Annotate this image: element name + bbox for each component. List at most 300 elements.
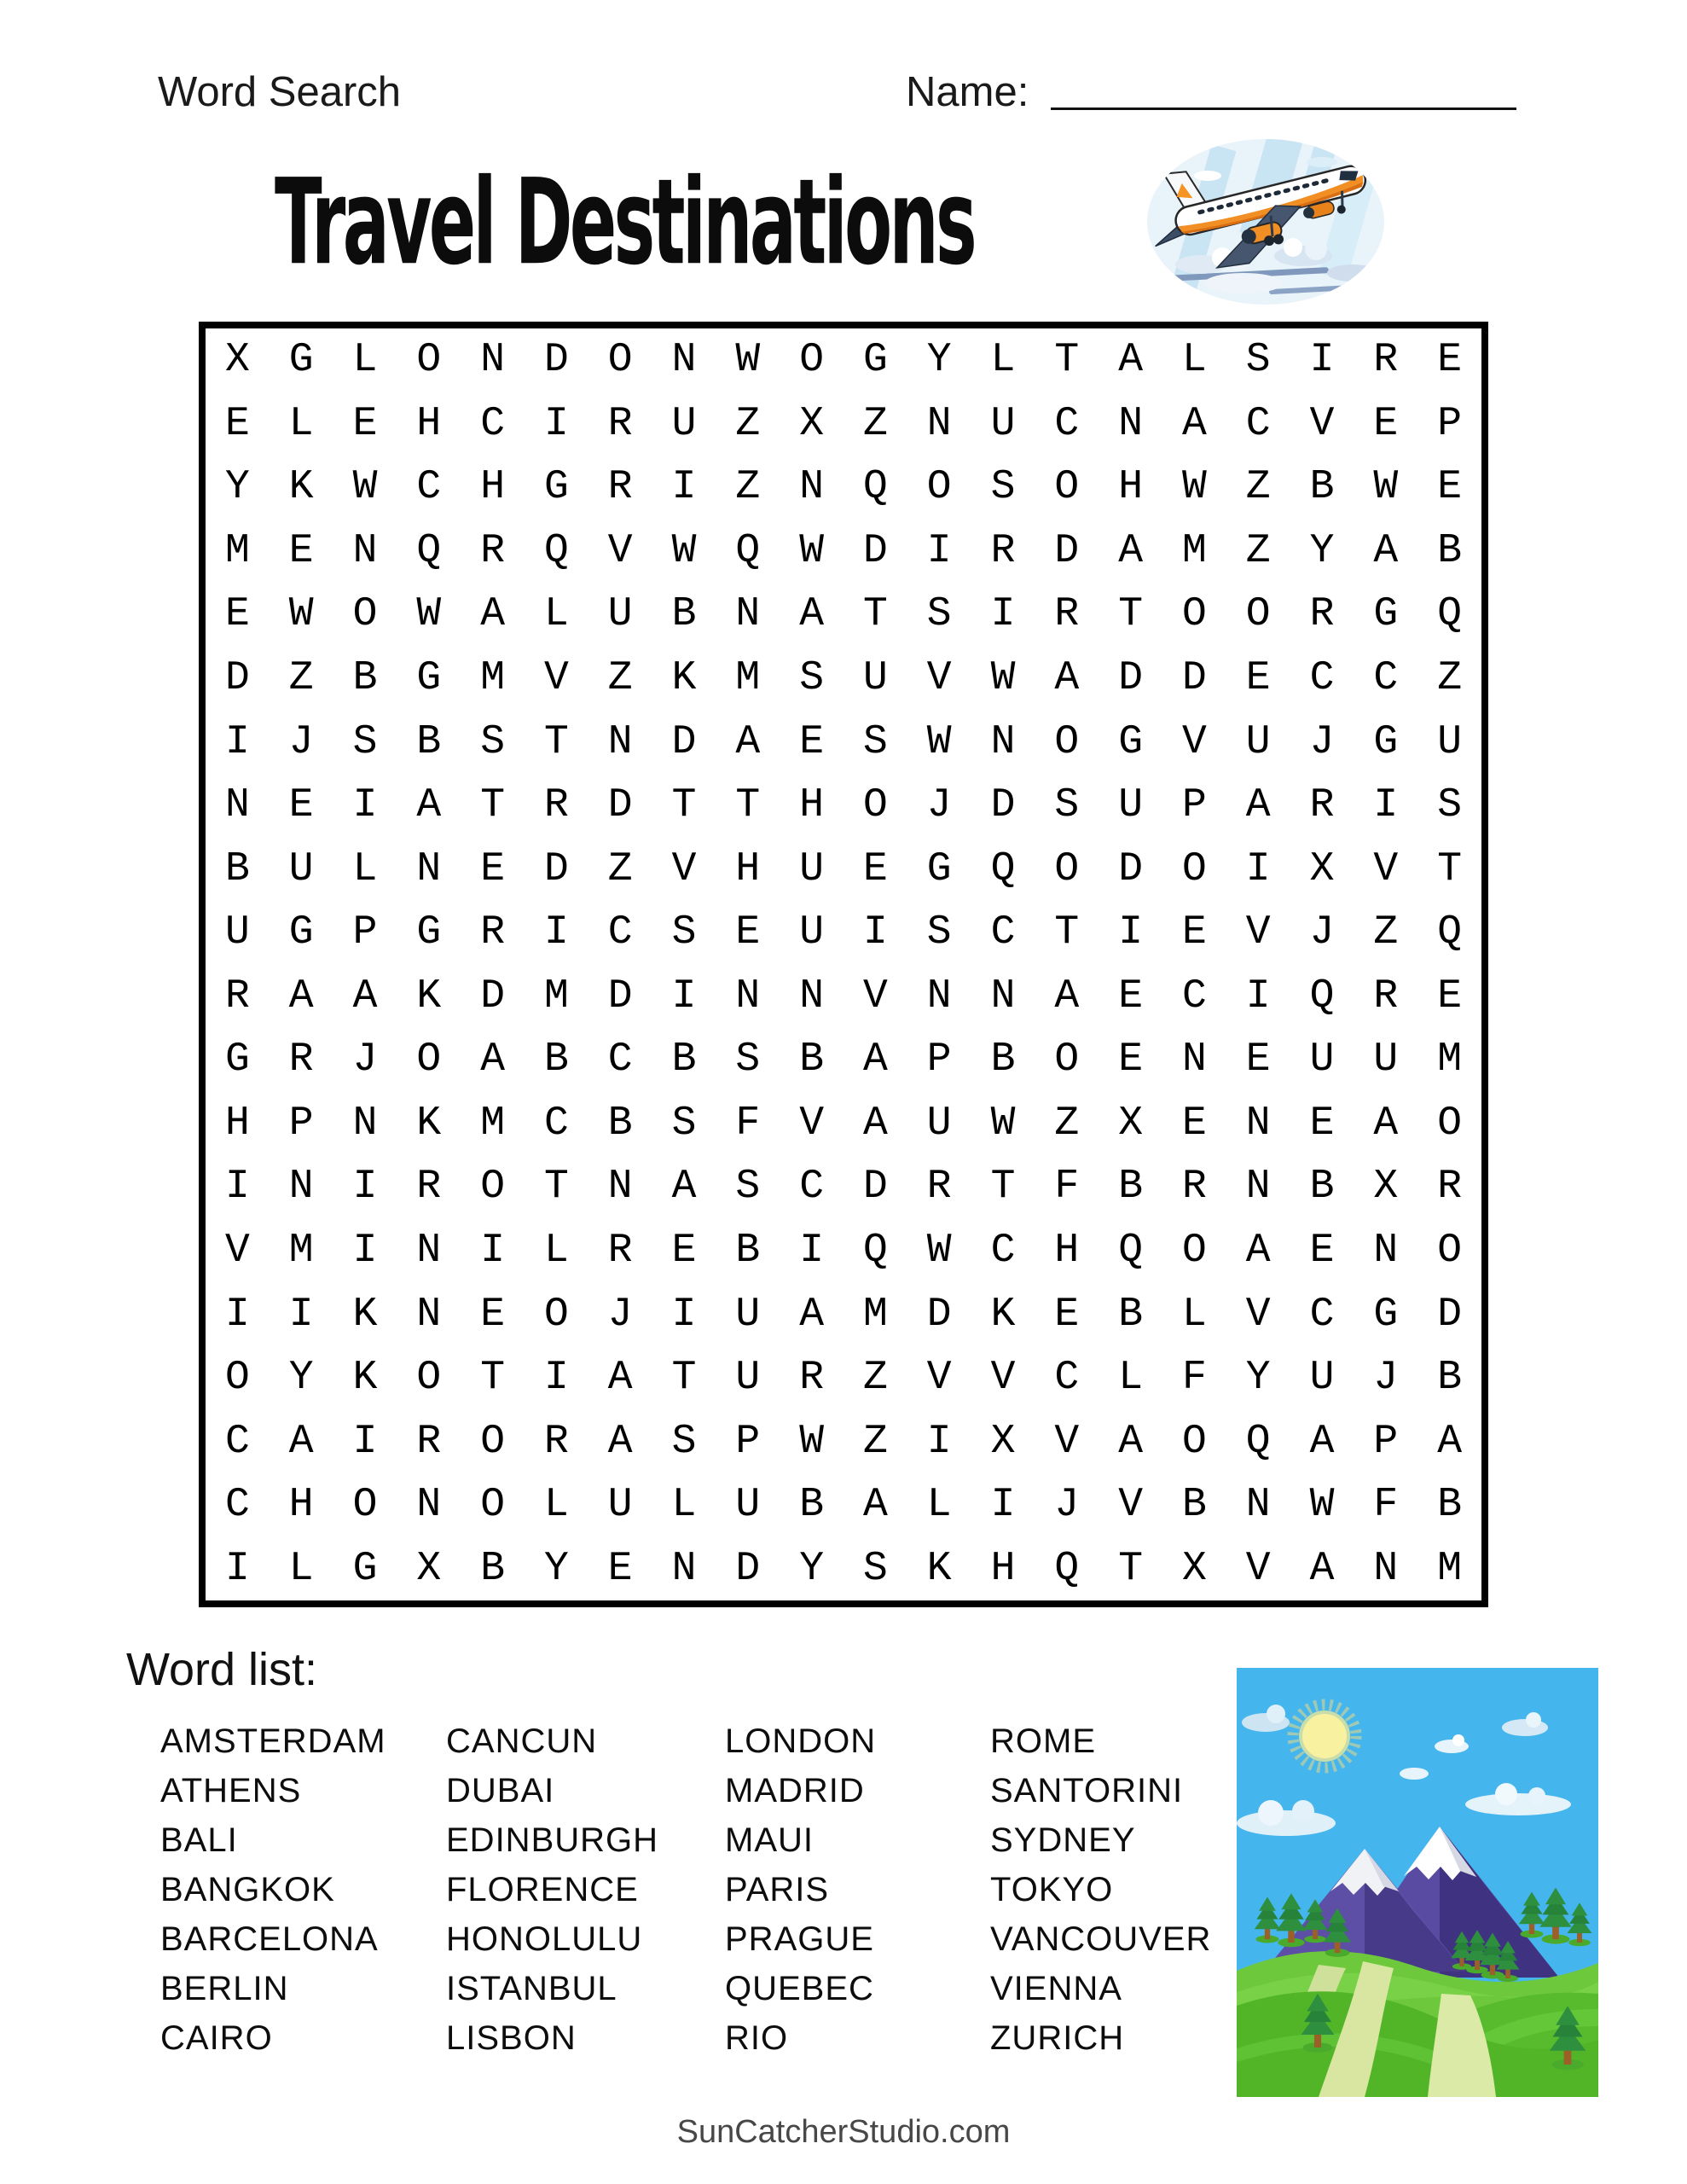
grid-cell-r10-c16: E xyxy=(1181,909,1207,956)
grid-cell-r3-c12: O xyxy=(926,464,952,511)
grid-cell-r6-c11: U xyxy=(862,655,888,702)
grid-cell-r2-c14: C xyxy=(1054,400,1080,447)
grid-cell-r10-c20: Q xyxy=(1437,909,1462,956)
grid-cell-r18-c9: P xyxy=(735,1418,761,1465)
grid-cell-r14-c20: R xyxy=(1437,1164,1462,1211)
grid-cell-r7-c5: S xyxy=(480,718,505,765)
word-list-label: Word list: xyxy=(126,1644,318,1695)
grid-cell-r11-c17: I xyxy=(1245,973,1271,1019)
grid-cell-r13-c15: X xyxy=(1118,1100,1143,1147)
grid-cell-r12-c6: B xyxy=(543,1037,569,1083)
grid-cell-r18-c19: P xyxy=(1373,1418,1399,1465)
grid-cell-r11-c20: E xyxy=(1437,973,1462,1019)
grid-cell-r7-c19: G xyxy=(1373,718,1399,765)
grid-cell-r3-c4: C xyxy=(416,464,442,511)
grid-cell-r19-c17: N xyxy=(1245,1482,1271,1529)
grid-cell-r17-c6: I xyxy=(543,1355,569,1402)
grid-cell-r19-c15: V xyxy=(1118,1482,1143,1529)
grid-cell-r7-c1: I xyxy=(224,718,250,765)
grid-cell-r2-c10: X xyxy=(799,400,824,447)
grid-cell-r9-c19: V xyxy=(1373,845,1399,892)
grid-cell-r20-c20: M xyxy=(1437,1545,1462,1592)
grid-cell-r1-c7: O xyxy=(607,337,633,384)
word-list-column-1 xyxy=(160,1716,386,2063)
grid-cell-r1-c11: G xyxy=(862,337,888,384)
grid-cell-r20-c11: S xyxy=(862,1545,888,1592)
grid-cell-r3-c14: O xyxy=(1054,464,1080,511)
grid-cell-r1-c20: E xyxy=(1437,337,1462,384)
grid-cell-r13-c13: W xyxy=(990,1100,1016,1147)
airplane-illustration xyxy=(1141,128,1390,309)
grid-cell-r7-c4: B xyxy=(416,718,442,765)
grid-cell-r12-c15: E xyxy=(1118,1037,1143,1083)
grid-cell-r16-c15: B xyxy=(1118,1291,1143,1338)
grid-cell-r19-c11: A xyxy=(862,1482,888,1529)
grid-cell-r5-c17: O xyxy=(1245,591,1271,638)
grid-cell-r1-c14: T xyxy=(1054,337,1080,384)
grid-cell-r10-c5: R xyxy=(480,909,505,956)
grid-cell-r19-c20: B xyxy=(1437,1482,1462,1529)
grid-cell-r19-c7: U xyxy=(607,1482,633,1529)
grid-cell-r6-c15: D xyxy=(1118,655,1143,702)
grid-cell-r10-c6: I xyxy=(543,909,569,956)
grid-cell-r9-c5: E xyxy=(480,845,505,892)
grid-cell-r12-c16: N xyxy=(1181,1037,1207,1083)
grid-cell-r16-c10: A xyxy=(799,1291,824,1338)
grid-cell-r2-c5: C xyxy=(480,400,505,447)
grid-cell-r13-c7: B xyxy=(607,1100,633,1147)
word-list-item: CANCUN xyxy=(446,1722,598,1760)
grid-cell-r1-c18: I xyxy=(1309,337,1335,384)
grid-cell-r5-c9: N xyxy=(735,591,761,638)
grid-cell-r2-c17: C xyxy=(1245,400,1271,447)
grid-cell-r2-c18: V xyxy=(1309,400,1335,447)
grid-cell-r4-c2: E xyxy=(288,527,314,574)
grid-cell-r14-c13: T xyxy=(990,1164,1016,1211)
grid-cell-r11-c9: N xyxy=(735,973,761,1019)
grid-cell-r19-c13: I xyxy=(990,1482,1016,1529)
grid-cell-r3-c8: I xyxy=(671,464,697,511)
grid-cell-r18-c10: W xyxy=(799,1418,824,1465)
grid-cell-r1-c10: O xyxy=(799,337,824,384)
grid-cell-r16-c9: U xyxy=(735,1291,761,1338)
grid-cell-r6-c2: Z xyxy=(288,655,314,702)
grid-cell-r2-c4: H xyxy=(416,400,442,447)
grid-cell-r7-c2: J xyxy=(288,718,314,765)
grid-cell-r5-c19: G xyxy=(1373,591,1399,638)
grid-cell-r20-c13: H xyxy=(990,1545,1016,1592)
grid-cell-r10-c19: Z xyxy=(1373,909,1399,956)
grid-cell-r3-c15: H xyxy=(1118,464,1143,511)
grid-cell-r17-c13: V xyxy=(990,1355,1016,1402)
grid-cell-r8-c9: T xyxy=(735,782,761,829)
grid-cell-r8-c7: D xyxy=(607,782,633,829)
grid-cell-r3-c1: Y xyxy=(224,464,250,511)
grid-cell-r9-c16: O xyxy=(1181,845,1207,892)
grid-cell-r5-c6: L xyxy=(543,591,569,638)
word-list-item: LONDON xyxy=(725,1722,877,1760)
grid-cell-r12-c2: R xyxy=(288,1037,314,1083)
grid-cell-r18-c5: O xyxy=(480,1418,505,1465)
grid-cell-r18-c6: R xyxy=(543,1418,569,1465)
grid-cell-r14-c6: T xyxy=(543,1164,569,1211)
grid-cell-r16-c19: G xyxy=(1373,1291,1399,1338)
grid-cell-r13-c19: A xyxy=(1373,1100,1399,1147)
grid-cell-r6-c14: A xyxy=(1054,655,1080,702)
grid-cell-r2-c16: A xyxy=(1181,400,1207,447)
word-list-item: HONOLULU xyxy=(446,1920,643,1958)
grid-cell-r5-c12: S xyxy=(926,591,952,638)
grid-cell-r5-c11: T xyxy=(862,591,888,638)
grid-cell-r16-c13: K xyxy=(990,1291,1016,1338)
grid-cell-r6-c12: V xyxy=(926,655,952,702)
grid-cell-r8-c5: T xyxy=(480,782,505,829)
grid-cell-r12-c17: E xyxy=(1245,1037,1271,1083)
grid-cell-r1-c3: L xyxy=(352,337,378,384)
grid-cell-r1-c15: A xyxy=(1118,337,1143,384)
grid-cell-r8-c20: S xyxy=(1437,782,1462,829)
grid-cell-r3-c6: G xyxy=(543,464,569,511)
grid-cell-r20-c17: V xyxy=(1245,1545,1271,1592)
grid-cell-r1-c2: G xyxy=(288,337,314,384)
grid-cell-r7-c20: U xyxy=(1437,718,1462,765)
grid-cell-r12-c14: O xyxy=(1054,1037,1080,1083)
grid-cell-r14-c1: I xyxy=(224,1164,250,1211)
grid-cell-r1-c17: S xyxy=(1245,337,1271,384)
grid-cell-r8-c17: A xyxy=(1245,782,1271,829)
grid-cell-r10-c3: P xyxy=(352,909,378,956)
grid-cell-r19-c5: O xyxy=(480,1482,505,1529)
grid-cell-r17-c2: Y xyxy=(288,1355,314,1402)
grid-cell-r7-c11: S xyxy=(862,718,888,765)
grid-cell-r17-c4: O xyxy=(416,1355,442,1402)
grid-cell-r14-c14: F xyxy=(1054,1164,1080,1211)
grid-cell-r7-c18: J xyxy=(1309,718,1335,765)
grid-cell-r15-c19: N xyxy=(1373,1227,1399,1274)
grid-cell-r17-c20: B xyxy=(1437,1355,1462,1402)
grid-cell-r2-c6: I xyxy=(543,400,569,447)
grid-cell-r13-c20: O xyxy=(1437,1100,1462,1147)
grid-cell-r10-c8: S xyxy=(671,909,697,956)
word-list-item: BARCELONA xyxy=(160,1920,379,1958)
grid-cell-r10-c12: S xyxy=(926,909,952,956)
grid-cell-r7-c9: A xyxy=(735,718,761,765)
word-list-column-2 xyxy=(446,1716,658,2063)
grid-cell-r17-c18: U xyxy=(1309,1355,1335,1402)
grid-cell-r19-c1: C xyxy=(224,1482,250,1529)
grid-cell-r16-c2: I xyxy=(288,1291,314,1338)
grid-cell-r7-c17: U xyxy=(1245,718,1271,765)
grid-cell-r10-c15: I xyxy=(1118,909,1143,956)
grid-cell-r14-c10: C xyxy=(799,1164,824,1211)
grid-cell-r9-c8: V xyxy=(671,845,697,892)
grid-cell-r6-c9: M xyxy=(735,655,761,702)
word-list-item: CAIRO xyxy=(160,2019,273,2057)
word-list-item: PARIS xyxy=(725,1871,830,1908)
grid-cell-r2-c7: R xyxy=(607,400,633,447)
grid-cell-r9-c17: I xyxy=(1245,845,1271,892)
grid-cell-r20-c19: N xyxy=(1373,1545,1399,1592)
grid-cell-r16-c12: D xyxy=(926,1291,952,1338)
grid-cell-r5-c5: A xyxy=(480,591,505,638)
word-list-item: ATHENS xyxy=(160,1772,302,1809)
grid-cell-r13-c8: S xyxy=(671,1100,697,1147)
grid-cell-r15-c6: L xyxy=(543,1227,569,1274)
grid-cell-r2-c9: Z xyxy=(735,400,761,447)
grid-cell-r17-c15: L xyxy=(1118,1355,1143,1402)
grid-cell-r20-c18: A xyxy=(1309,1545,1335,1592)
grid-cell-r18-c14: V xyxy=(1054,1418,1080,1465)
grid-cell-r17-c14: C xyxy=(1054,1355,1080,1402)
grid-cell-r8-c2: E xyxy=(288,782,314,829)
grid-cell-r20-c7: E xyxy=(607,1545,633,1592)
grid-cell-r20-c2: L xyxy=(288,1545,314,1592)
grid-cell-r3-c20: E xyxy=(1437,464,1462,511)
grid-cell-r8-c18: R xyxy=(1309,782,1335,829)
wordsearch-grid xyxy=(199,322,1488,1607)
grid-cell-r4-c7: V xyxy=(607,527,633,574)
page-header-label: Word Search xyxy=(158,69,402,115)
grid-cell-r11-c4: K xyxy=(416,973,442,1019)
word-list-item: BANGKOK xyxy=(160,1871,335,1908)
grid-cell-r5-c16: O xyxy=(1181,591,1207,638)
grid-cell-r1-c16: L xyxy=(1181,337,1207,384)
grid-cell-r10-c17: V xyxy=(1245,909,1271,956)
grid-cell-r11-c12: N xyxy=(926,973,952,1019)
word-list-item: SYDNEY xyxy=(990,1821,1136,1859)
word-list-item: FLORENCE xyxy=(446,1871,639,1908)
grid-cell-r19-c18: W xyxy=(1309,1482,1335,1529)
grid-cell-r4-c15: A xyxy=(1118,527,1143,574)
grid-cell-r5-c4: W xyxy=(416,591,442,638)
grid-cell-r12-c12: P xyxy=(926,1037,952,1083)
grid-cell-r17-c19: J xyxy=(1373,1355,1399,1402)
grid-cell-r14-c7: N xyxy=(607,1164,633,1211)
grid-cell-r11-c6: M xyxy=(543,973,569,1019)
grid-cell-r13-c10: V xyxy=(799,1100,824,1147)
grid-cell-r1-c4: O xyxy=(416,337,442,384)
grid-cell-r14-c2: N xyxy=(288,1164,314,1211)
grid-cell-r11-c16: C xyxy=(1181,973,1207,1019)
grid-cell-r1-c1: X xyxy=(224,337,250,384)
grid-cell-r2-c20: P xyxy=(1437,400,1462,447)
grid-cell-r15-c16: O xyxy=(1181,1227,1207,1274)
grid-cell-r18-c7: A xyxy=(607,1418,633,1465)
grid-cell-r3-c5: H xyxy=(480,464,505,511)
grid-cell-r15-c20: O xyxy=(1437,1227,1462,1274)
footer-site-credit: SunCatcherStudio.com xyxy=(676,2114,1011,2150)
grid-cell-r15-c10: I xyxy=(799,1227,824,1274)
grid-cell-r9-c12: G xyxy=(926,845,952,892)
grid-cell-r12-c10: B xyxy=(799,1037,824,1083)
grid-cell-r14-c12: R xyxy=(926,1164,952,1211)
word-list-item: BALI xyxy=(160,1821,238,1859)
grid-cell-r13-c12: U xyxy=(926,1100,952,1147)
name-blank-line xyxy=(1051,107,1516,110)
grid-cell-r4-c4: Q xyxy=(416,527,442,574)
grid-cell-r3-c18: B xyxy=(1309,464,1335,511)
grid-cell-r4-c19: A xyxy=(1373,527,1399,574)
grid-cell-r19-c16: B xyxy=(1181,1482,1207,1529)
grid-cell-r8-c15: U xyxy=(1118,782,1143,829)
grid-cell-r2-c1: E xyxy=(224,400,250,447)
grid-cell-r19-c4: N xyxy=(416,1482,442,1529)
grid-cell-r6-c13: W xyxy=(990,655,1016,702)
grid-cell-r1-c19: R xyxy=(1373,337,1399,384)
grid-cell-r15-c4: N xyxy=(416,1227,442,1274)
grid-cell-r10-c4: G xyxy=(416,909,442,956)
grid-cell-r8-c16: P xyxy=(1181,782,1207,829)
grid-cell-r2-c19: E xyxy=(1373,400,1399,447)
word-list-item: DUBAI xyxy=(446,1772,555,1809)
grid-cell-r18-c12: I xyxy=(926,1418,952,1465)
grid-cell-r20-c4: X xyxy=(416,1545,442,1592)
grid-cell-r16-c8: I xyxy=(671,1291,697,1338)
grid-cell-r17-c16: F xyxy=(1181,1355,1207,1402)
grid-cell-r4-c9: Q xyxy=(735,527,761,574)
grid-cell-r18-c11: Z xyxy=(862,1418,888,1465)
grid-cell-r8-c8: T xyxy=(671,782,697,829)
grid-cell-r14-c15: B xyxy=(1118,1164,1143,1211)
grid-cell-r13-c16: E xyxy=(1181,1100,1207,1147)
grid-cell-r10-c11: I xyxy=(862,909,888,956)
grid-cell-r1-c6: D xyxy=(543,337,569,384)
grid-cell-r20-c8: N xyxy=(671,1545,697,1592)
grid-cell-r12-c1: G xyxy=(224,1037,250,1083)
grid-cell-r5-c3: O xyxy=(352,591,378,638)
grid-cell-r14-c18: B xyxy=(1309,1164,1335,1211)
grid-cell-r13-c11: A xyxy=(862,1100,888,1147)
word-list-item: SANTORINI xyxy=(990,1772,1184,1809)
grid-cell-r12-c19: U xyxy=(1373,1037,1399,1083)
grid-cell-r18-c18: A xyxy=(1309,1418,1335,1465)
grid-cell-r18-c17: Q xyxy=(1245,1418,1271,1465)
grid-cell-r13-c3: N xyxy=(352,1100,378,1147)
grid-cell-r16-c16: L xyxy=(1181,1291,1207,1338)
grid-cell-r7-c15: G xyxy=(1118,718,1143,765)
grid-cell-r13-c5: M xyxy=(480,1100,505,1147)
grid-cell-r15-c18: E xyxy=(1309,1227,1335,1274)
grid-cell-r9-c10: U xyxy=(799,845,824,892)
grid-cell-r5-c14: R xyxy=(1054,591,1080,638)
grid-cell-r6-c10: S xyxy=(799,655,824,702)
grid-cell-r14-c11: D xyxy=(862,1164,888,1211)
grid-cell-r11-c10: N xyxy=(799,973,824,1019)
grid-cell-r18-c3: I xyxy=(352,1418,378,1465)
grid-cell-r16-c7: J xyxy=(607,1291,633,1338)
grid-cell-r19-c3: O xyxy=(352,1482,378,1529)
grid-cell-r4-c6: Q xyxy=(543,527,569,574)
word-list-item: BERLIN xyxy=(160,1970,289,2007)
grid-cell-r15-c3: I xyxy=(352,1227,378,1274)
grid-cell-r18-c15: A xyxy=(1118,1418,1143,1465)
grid-cell-r11-c3: A xyxy=(352,973,378,1019)
grid-cell-r17-c17: Y xyxy=(1245,1355,1271,1402)
grid-cell-r3-c2: K xyxy=(288,464,314,511)
grid-cell-r17-c12: V xyxy=(926,1355,952,1402)
grid-cell-r4-c12: I xyxy=(926,527,952,574)
grid-cell-r17-c5: T xyxy=(480,1355,505,1402)
grid-cell-r19-c12: L xyxy=(926,1482,952,1529)
grid-cell-r4-c18: Y xyxy=(1309,527,1335,574)
grid-cell-r9-c6: D xyxy=(543,845,569,892)
grid-cell-r12-c9: S xyxy=(735,1037,761,1083)
grid-cell-r9-c4: N xyxy=(416,845,442,892)
grid-cell-r11-c15: E xyxy=(1118,973,1143,1019)
grid-cell-r2-c13: U xyxy=(990,400,1016,447)
grid-cell-r9-c14: O xyxy=(1054,845,1080,892)
grid-cell-r10-c2: G xyxy=(288,909,314,956)
grid-cell-r12-c5: A xyxy=(480,1037,505,1083)
grid-cell-r8-c13: D xyxy=(990,782,1016,829)
grid-cell-r11-c1: R xyxy=(224,973,250,1019)
grid-cell-r15-c2: M xyxy=(288,1227,314,1274)
grid-cell-r9-c1: B xyxy=(224,845,250,892)
word-list-item: ROME xyxy=(990,1722,1096,1760)
grid-cell-r12-c8: B xyxy=(671,1037,697,1083)
grid-cell-r8-c10: H xyxy=(799,782,824,829)
word-list xyxy=(0,1716,1228,2075)
grid-cell-r15-c12: W xyxy=(926,1227,952,1274)
grid-cell-r10-c9: E xyxy=(735,909,761,956)
grid-cell-r3-c10: N xyxy=(799,464,824,511)
grid-cell-r15-c9: B xyxy=(735,1227,761,1274)
grid-cell-r6-c4: G xyxy=(416,655,442,702)
puzzle-title: Travel Destinations xyxy=(275,154,975,292)
grid-cell-r9-c15: D xyxy=(1118,845,1143,892)
grid-cell-r17-c9: U xyxy=(735,1355,761,1402)
word-list-item: MAUI xyxy=(725,1821,814,1859)
grid-cell-r4-c20: B xyxy=(1437,527,1462,574)
grid-cell-r20-c10: Y xyxy=(799,1545,824,1592)
grid-cell-r15-c14: H xyxy=(1054,1227,1080,1274)
grid-cell-r4-c16: M xyxy=(1181,527,1207,574)
grid-cell-r3-c3: W xyxy=(352,464,378,511)
grid-cell-r4-c5: R xyxy=(480,527,505,574)
grid-cell-r14-c3: I xyxy=(352,1164,378,1211)
grid-cell-r7-c10: E xyxy=(799,718,824,765)
grid-cell-r12-c20: M xyxy=(1437,1037,1462,1083)
grid-cell-r4-c3: N xyxy=(352,527,378,574)
word-list-item: PRAGUE xyxy=(725,1920,874,1958)
grid-cell-r7-c12: W xyxy=(926,718,952,765)
grid-cell-r2-c2: L xyxy=(288,400,314,447)
grid-cell-r14-c9: S xyxy=(735,1164,761,1211)
grid-cell-r12-c4: O xyxy=(416,1037,442,1083)
word-list-item: EDINBURGH xyxy=(446,1821,659,1859)
grid-cell-r16-c17: V xyxy=(1245,1291,1271,1338)
grid-cell-r14-c5: O xyxy=(480,1164,505,1211)
grid-cell-r17-c8: T xyxy=(671,1355,697,1402)
grid-cell-r7-c3: S xyxy=(352,718,378,765)
grid-cell-r8-c4: A xyxy=(416,782,442,829)
grid-cell-r6-c17: E xyxy=(1245,655,1271,702)
grid-cell-r7-c14: O xyxy=(1054,718,1080,765)
grid-cell-r8-c11: O xyxy=(862,782,888,829)
grid-cell-r16-c5: E xyxy=(480,1291,505,1338)
grid-cell-r11-c19: R xyxy=(1373,973,1399,1019)
grid-cell-r17-c7: A xyxy=(607,1355,633,1402)
grid-cell-r3-c17: Z xyxy=(1245,464,1271,511)
grid-cell-r15-c7: R xyxy=(607,1227,633,1274)
grid-cell-r12-c18: U xyxy=(1309,1037,1335,1083)
grid-cell-r15-c8: E xyxy=(671,1227,697,1274)
grid-cell-r17-c10: R xyxy=(799,1355,824,1402)
grid-cell-r9-c13: Q xyxy=(990,845,1016,892)
grid-cell-r9-c3: L xyxy=(352,845,378,892)
grid-cell-r4-c17: Z xyxy=(1245,527,1271,574)
grid-cell-r15-c1: V xyxy=(224,1227,250,1274)
